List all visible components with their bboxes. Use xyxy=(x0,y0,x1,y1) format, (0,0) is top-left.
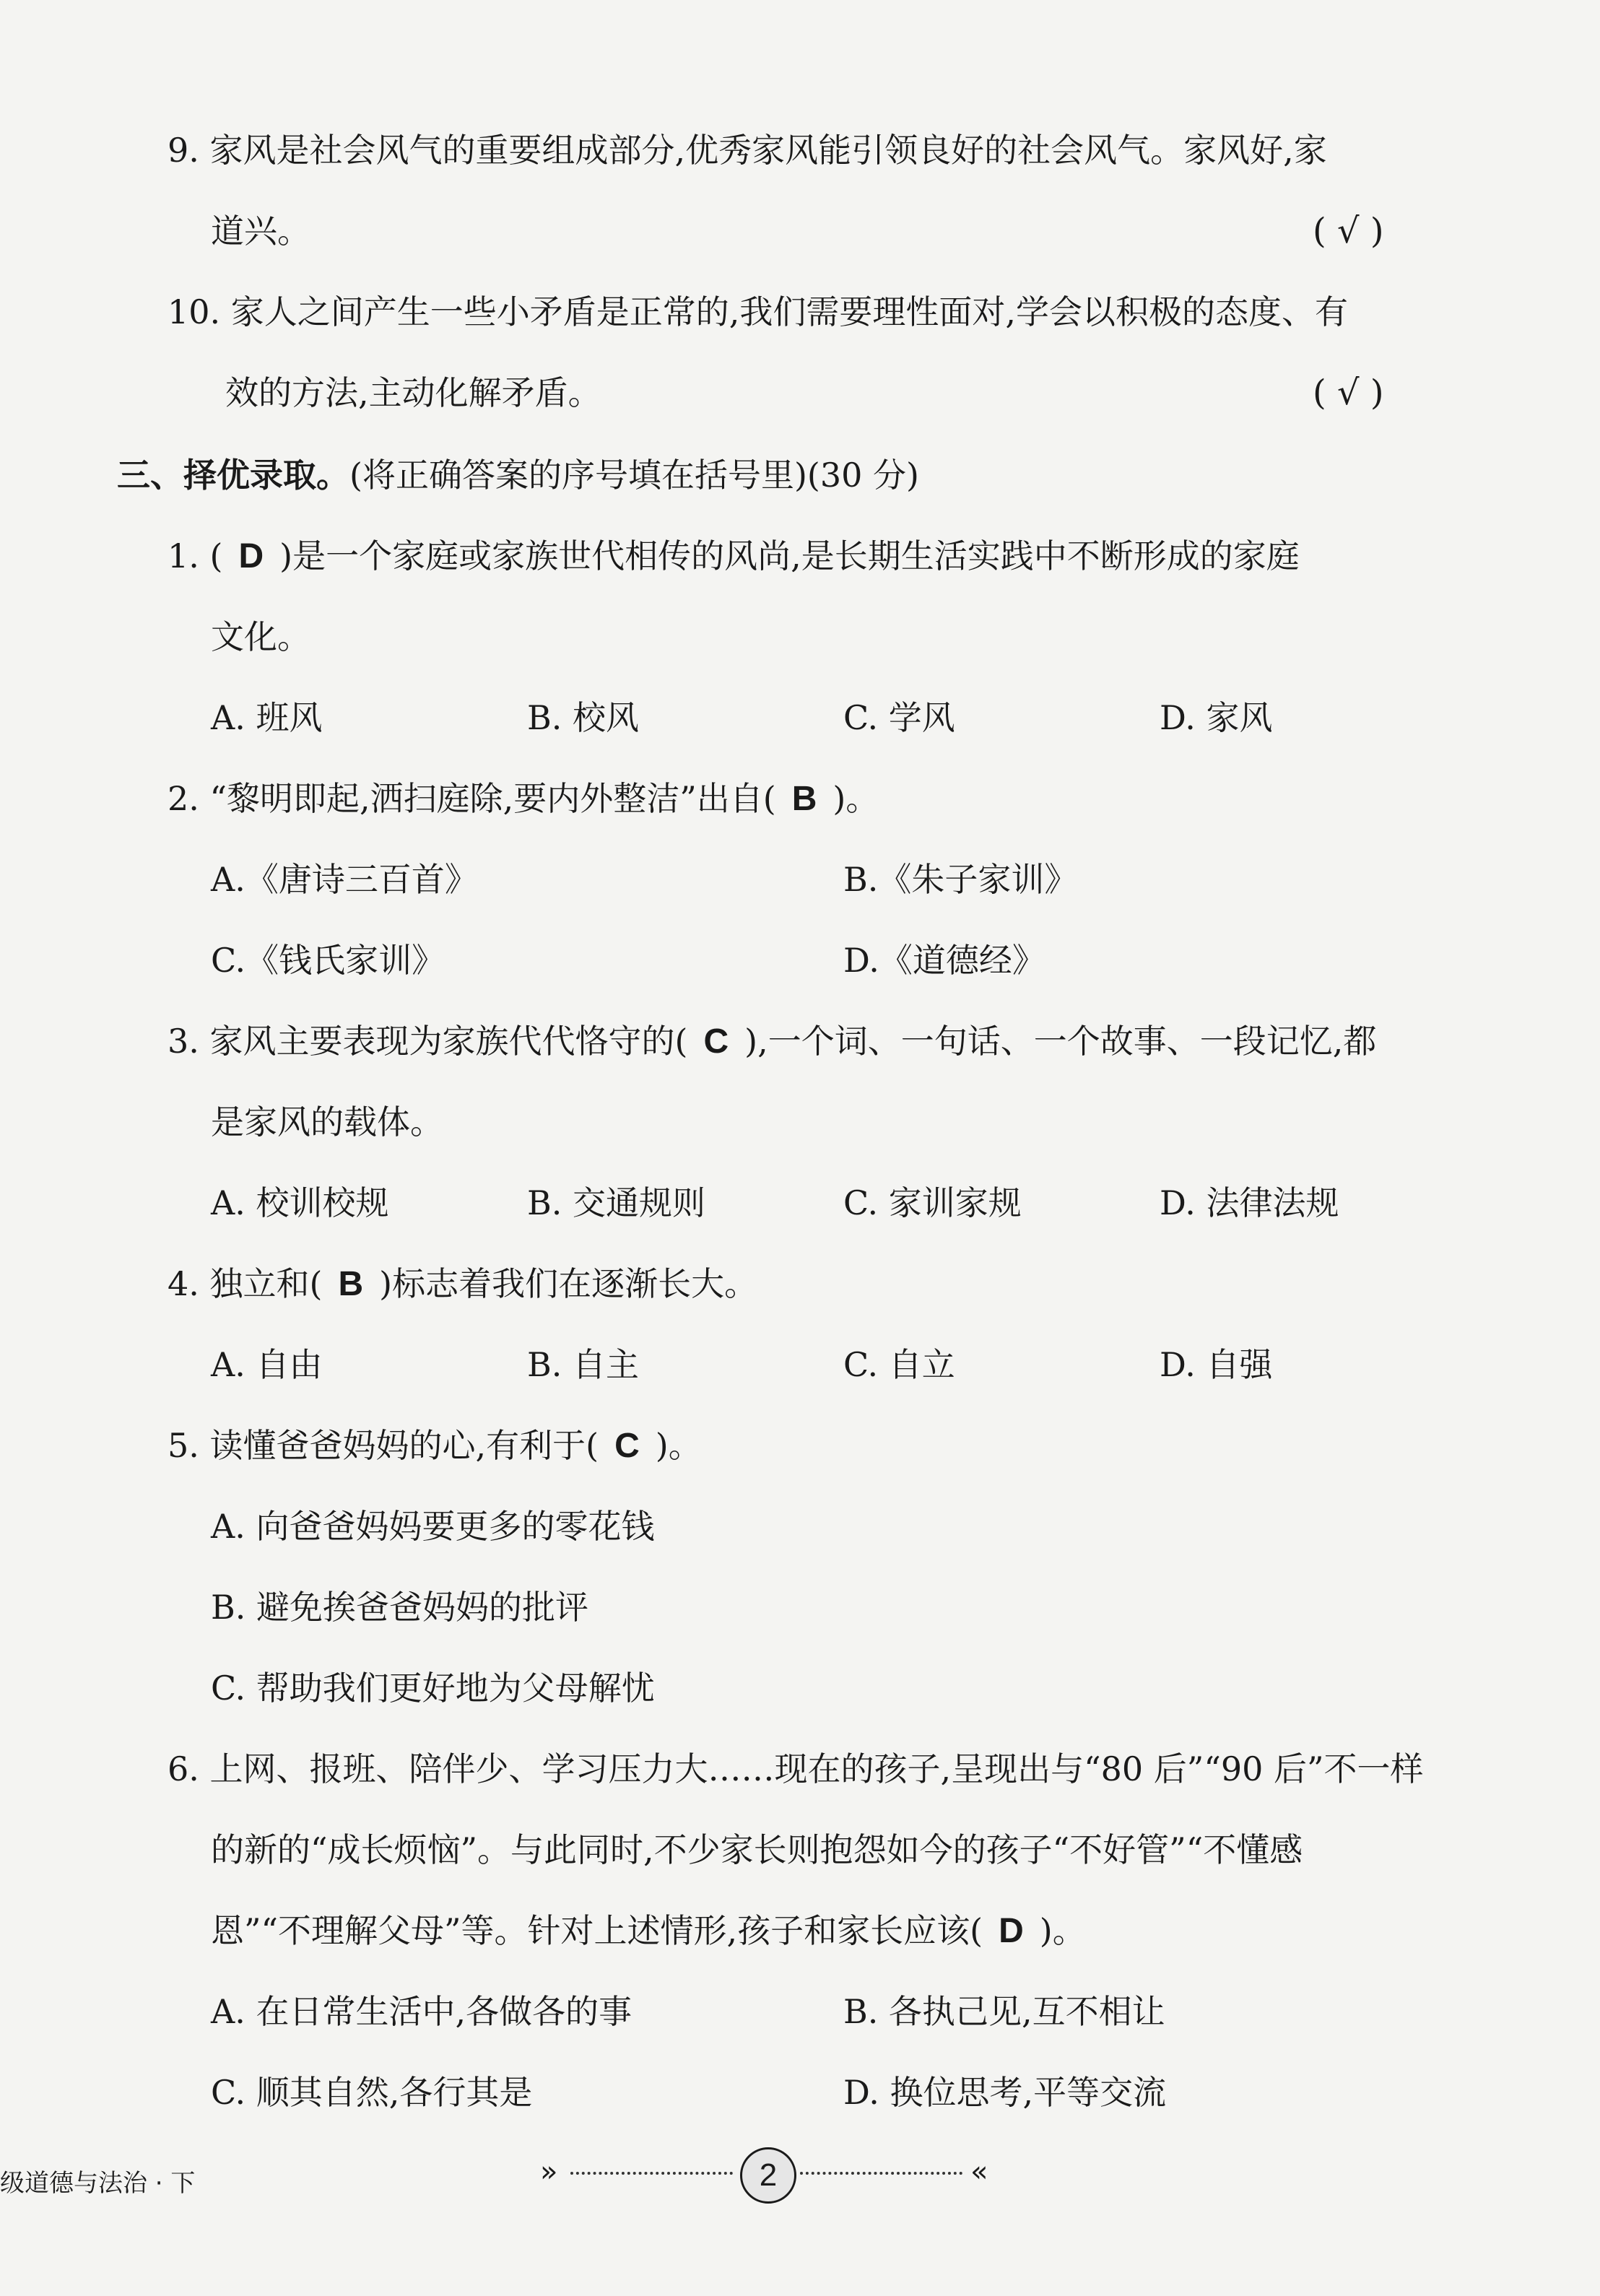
mc2-option-a: A.《唐诗三百首》 xyxy=(211,860,478,899)
mc6-option-a: A. 在日常生活中,各做各的事 xyxy=(211,1992,632,2031)
mc6-option-b: B. 各执己见,互不相让 xyxy=(843,1992,1165,2031)
right-dotted-rule xyxy=(800,2172,962,2175)
mc2-option-d: D.《道德经》 xyxy=(843,941,1045,980)
mc6-option-c: C. 顺其自然,各行其是 xyxy=(211,2073,533,2112)
mc5-option-b: B. 避免挨爸爸妈妈的批评 xyxy=(211,1588,589,1627)
mc3-answer: C xyxy=(703,1022,729,1061)
footer-page-indicator xyxy=(534,2144,1004,2202)
mc1-stem-end: )是一个家庭或家族世代相传的风尚,是长期生活实践中不断形成的家庭 xyxy=(279,536,1300,575)
mc5-stem-start: 5. 读懂爸爸妈妈的心,有利于( xyxy=(168,1426,599,1465)
mc6-stem-start: 恩”“不理解父母”等。针对上述情形,孩子和家长应该( xyxy=(211,1911,983,1950)
mc1-option-c: C. 学风 xyxy=(843,698,955,737)
mc4-answer: B xyxy=(338,1265,364,1303)
mc1-option-a: A. 班风 xyxy=(211,698,323,737)
section-3-title: 三、择优录取。 xyxy=(117,456,349,495)
section-3-heading xyxy=(117,453,919,497)
mc4-stem xyxy=(168,1262,757,1306)
mc4-stem-end: )标志着我们在逐渐长大。 xyxy=(379,1264,758,1303)
mc4-option-c: C. 自立 xyxy=(843,1345,955,1384)
q9-line1: 9. 家风是社会风气的重要组成部分,优秀家风能引领良好的社会风气。家风好,家 xyxy=(168,131,1327,170)
q10-true-mark: ( √ ) xyxy=(1313,373,1384,413)
mc3-option-c: C. 家训家规 xyxy=(843,1183,1022,1222)
mc6-stem-end: )。 xyxy=(1039,1911,1086,1950)
mc1-stem-line2: 文化。 xyxy=(211,617,310,656)
left-chevron-icon: » xyxy=(540,2155,558,2188)
mc5-option-c: C. 帮助我们更好地为父母解忧 xyxy=(211,1669,655,1708)
page-number: 2 xyxy=(740,2147,796,2204)
mc1-option-b: B. 校风 xyxy=(527,698,640,737)
mc1-answer: D xyxy=(238,537,264,575)
mc2-option-c: C.《钱氏家训》 xyxy=(211,941,445,980)
mc5-stem xyxy=(168,1424,702,1468)
mc1-option-d: D. 家风 xyxy=(1160,698,1273,737)
mc2-stem-end: )。 xyxy=(832,779,879,818)
mc3-option-d: D. 法律法规 xyxy=(1160,1183,1339,1222)
q9-true-mark: ( √ ) xyxy=(1313,211,1384,251)
mc3-option-b: B. 交通规则 xyxy=(527,1183,706,1222)
left-dotted-rule xyxy=(570,2172,733,2175)
mc3-stem xyxy=(168,1019,1376,1064)
mc2-stem-start: 2. “黎明即起,洒扫庭除,要内外整洁”出自( xyxy=(168,779,776,818)
mc3-stem-line2: 是家风的载体。 xyxy=(211,1103,443,1142)
mc6-stem-line1: 6. 上网、报班、陪伴少、学习压力大……现在的孩子,呈现出与“80 后”“90 后”不一样 xyxy=(168,1749,1424,1788)
q9-line2: 道兴。 xyxy=(211,212,310,251)
mc6-answer: D xyxy=(999,1912,1024,1950)
mc2-option-b: B.《朱子家训》 xyxy=(843,860,1078,899)
mc4-option-b: B. 自主 xyxy=(527,1345,640,1384)
mc3-stem-end: ),一个词、一句话、一个故事、一段记忆,都 xyxy=(744,1022,1377,1061)
mc6-option-d: D. 换位思考,平等交流 xyxy=(843,2073,1167,2112)
mc6-stem-line3 xyxy=(211,1909,1086,1953)
mc3-stem-start: 3. 家风主要表现为家族代代恪守的( xyxy=(168,1022,688,1061)
mc4-option-a: A. 自由 xyxy=(211,1345,323,1384)
q10-line1: 10. 家人之间产生一些小矛盾是正常的,我们需要理性面对,学会以积极的态度、有 xyxy=(168,292,1349,331)
mc5-answer: C xyxy=(614,1427,640,1465)
right-chevron-icon: « xyxy=(970,2155,988,2188)
mc2-stem xyxy=(168,777,879,821)
mc5-stem-end: )。 xyxy=(655,1426,702,1465)
section-3-note: (将正确答案的序号填在括号里)(30 分) xyxy=(349,456,919,495)
mc3-option-a: A. 校训校规 xyxy=(211,1183,389,1222)
mc6-stem-line2: 的新的“成长烦恼”。与此同时,不少家长则抱怨如今的孩子“不好管”“不懂感 xyxy=(211,1830,1303,1869)
q10-line2: 效的方法,主动化解矛盾。 xyxy=(225,373,601,412)
mc1-stem-start: 1. ( xyxy=(168,536,223,575)
mc4-stem-start: 4. 独立和( xyxy=(168,1264,323,1303)
mc5-option-a: A. 向爸爸妈妈要更多的零花钱 xyxy=(211,1507,655,1546)
mc4-option-d: D. 自强 xyxy=(1160,1345,1273,1384)
footer-subject-label: 级道德与法治 · 下 xyxy=(0,2169,196,2198)
mc1-stem xyxy=(168,534,1300,578)
mc2-answer: B xyxy=(791,780,817,818)
